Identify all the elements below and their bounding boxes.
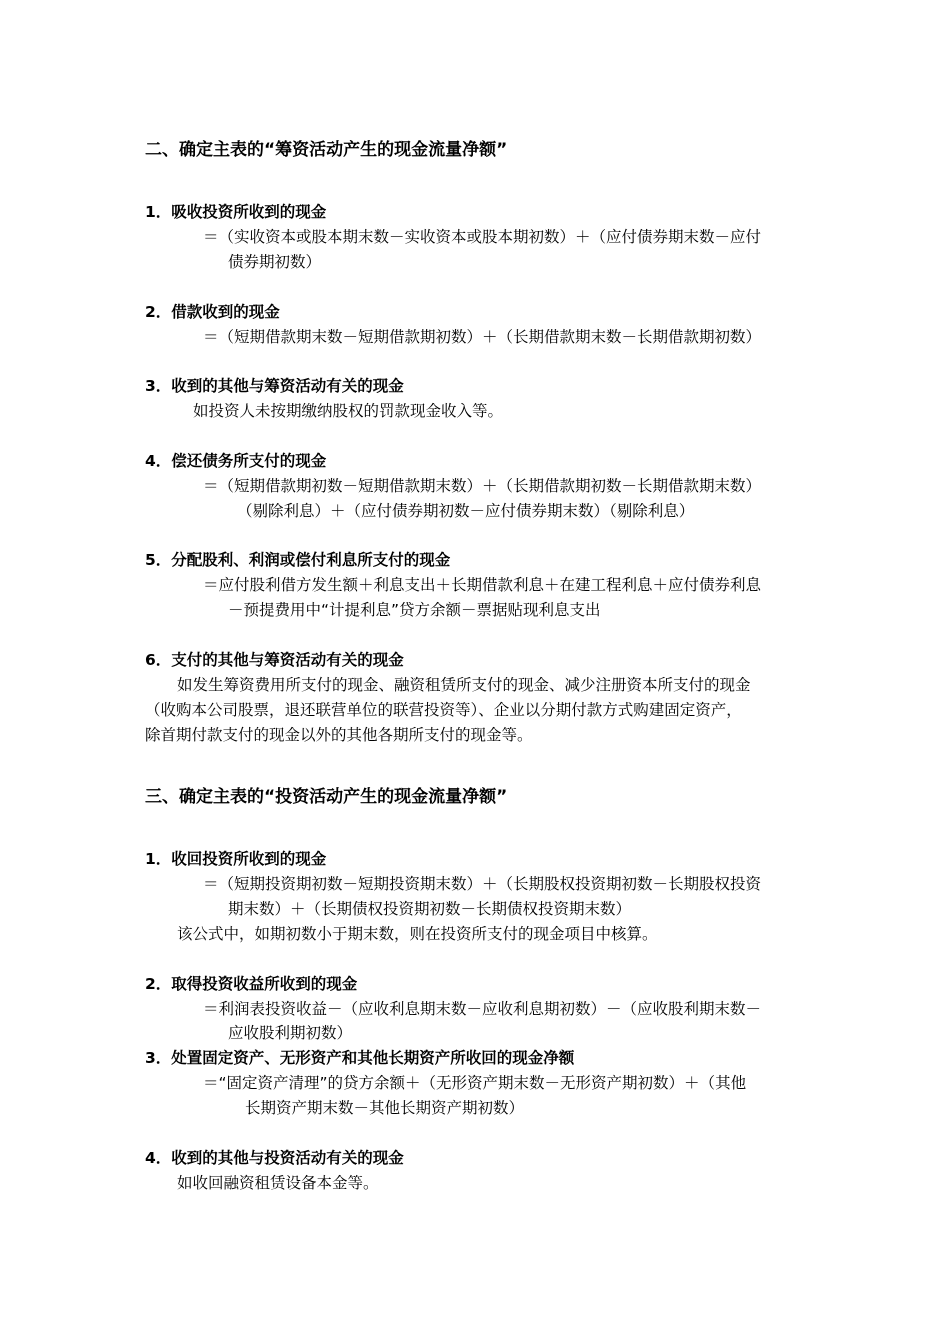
description-line: 如收回融资租赁设备本金等。	[177, 1174, 379, 1192]
item-heading: 4．收到的其他与投资活动有关的现金	[145, 1149, 404, 1167]
description-line: 如投资人未按期缴纳股权的罚款现金收入等。	[193, 402, 504, 420]
description-line: 如发生筹资费用所支付的现金、融资租赁所支付的现金、减少注册资本所支付的现金	[177, 676, 751, 694]
description-line: 除首期付款支付的现金以外的其他各期所支付的现金等。	[145, 726, 533, 744]
item-heading: 1．吸收投资所收到的现金	[145, 203, 327, 221]
item-heading: 3．处置固定资产、无形资产和其他长期资产所收回的现金净额	[145, 1049, 575, 1067]
description-line: （收购本公司股票，退还联营单位的联营投资等）、企业以分期付款方式购建固定资产，	[145, 701, 742, 719]
description-line: 该公式中，如期初数小于期末数，则在投资所支付的现金项目中核算。	[177, 925, 658, 943]
formula-line: ＝应付股利借方发生额＋利息支出＋长期借款利息＋在建工程利息＋应付债券利息	[203, 576, 762, 594]
item-heading: 6．支付的其他与筹资活动有关的现金	[145, 651, 404, 669]
item-heading: 3．收到的其他与筹资活动有关的现金	[145, 377, 404, 395]
formula-line: ＝（短期借款期末数－短期借款期初数）＋（长期借款期末数－长期借款期初数）	[203, 328, 762, 346]
formula-line: ＝（短期投资期初数－短期投资期末数）＋（长期股权投资期初数－长期股权投资	[203, 875, 762, 893]
item-heading: 1．收回投资所收到的现金	[145, 850, 327, 868]
item-heading: 2．借款收到的现金	[145, 303, 280, 321]
item-heading: 2．取得投资收益所收到的现金	[145, 975, 358, 993]
formula-line: －预提费用中“计提利息”贷方余额－票据贴现利息支出	[228, 601, 601, 619]
formula-line: ＝利润表投资收益－（应收利息期末数－应收利息期初数）－（应收股利期末数－	[203, 1000, 762, 1018]
formula-line: （剔除利息）＋（应付债券期初数－应付债券期末数）（剔除利息）	[237, 502, 695, 520]
section-title: 二、确定主表的“筹资活动产生的现金流量净额”	[145, 140, 508, 160]
formula-line: ＝“固定资产清理”的贷方余额＋（无形资产期末数－无形资产期初数）＋（其他	[203, 1074, 747, 1092]
formula-line: 期末数）＋（长期债权投资期初数－长期债权投资期末数）	[228, 900, 632, 918]
item-heading: 5．分配股利、利润或偿付利息所支付的现金	[145, 551, 451, 569]
formula-line: 长期资产期末数－其他长期资产期初数）	[245, 1099, 525, 1117]
formula-line: 债券期初数）	[228, 253, 322, 271]
section-title: 三、确定主表的“投资活动产生的现金流量净额”	[145, 787, 508, 807]
formula-line: ＝（短期借款期初数－短期借款期末数）＋（长期借款期初数－长期借款期末数）	[203, 477, 762, 495]
item-heading: 4．偿还债务所支付的现金	[145, 452, 327, 470]
formula-line: ＝（实收资本或股本期末数－实收资本或股本期初数）＋（应付债券期末数－应付	[203, 228, 762, 246]
formula-line: 应收股利期初数）	[228, 1024, 353, 1042]
